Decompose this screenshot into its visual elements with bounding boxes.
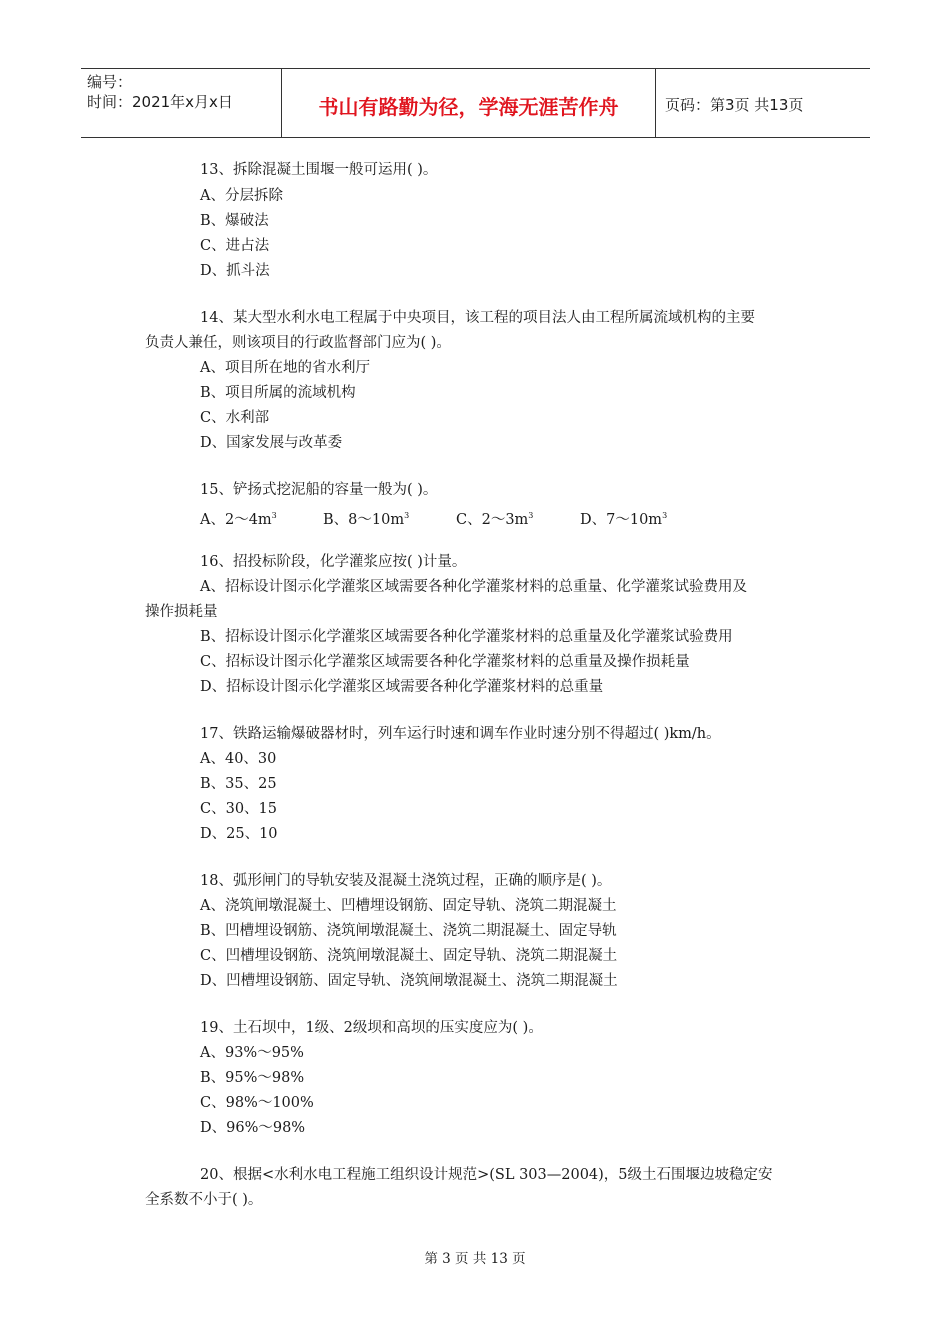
question-option: A、浇筑闸墩混凝土、凹槽埋设钢筋、固定导轨、浇筑二期混凝土 (200, 898, 617, 914)
question-stem: 14、某大型水利水电工程属于中央项目，该工程的项目法人由工程所属流域机构的主要 (200, 310, 755, 326)
option-text: B、8～10m (323, 512, 405, 528)
question-option: B、95%～98% (200, 1070, 305, 1086)
question-option: C、水利部 (200, 410, 270, 426)
question-option: C、30、15 (200, 801, 277, 817)
question-stem: 19、土石坝中，1级、2级坝和高坝的压实度应为( )。 (200, 1020, 543, 1036)
option-superscript: 3 (528, 511, 534, 520)
question-option (323, 507, 409, 529)
question-option: D、国家发展与改革委 (200, 435, 343, 451)
page-footer: 第 3 页 共 13 页 (424, 1251, 526, 1267)
question-option: D、招标设计图示化学灌浆区域需要各种化学灌浆材料的总重量 (200, 679, 604, 695)
option-text: A、2～4m (200, 512, 272, 528)
code-label: 编号： (87, 73, 133, 91)
question-option: A、项目所在地的省水利厅 (200, 360, 370, 376)
question-option (456, 507, 533, 529)
question-option: B、凹槽埋设钢筋、浇筑闸墩混凝土、浇筑二期混凝土、固定导轨 (200, 923, 617, 939)
question-stem: 负责人兼任，则该项目的行政监督部门应为( )。 (145, 335, 451, 351)
option-superscript: 3 (271, 511, 277, 520)
question-option: B、项目所属的流域机构 (200, 385, 356, 401)
option-text: C、2～3m (456, 512, 529, 528)
option-superscript: 3 (662, 511, 668, 520)
question-option: D、96%～98% (200, 1120, 306, 1136)
question-option: A、招标设计图示化学灌浆区域需要各种化学灌浆材料的总重量、化学灌浆试验费用及 (200, 579, 747, 595)
question-option: D、抓斗法 (200, 263, 270, 279)
header-divider (655, 69, 656, 137)
question-option: C、招标设计图示化学灌浆区域需要各种化学灌浆材料的总重量及操作损耗量 (200, 654, 690, 670)
question-stem: 18、弧形闸门的导轨安装及混凝土浇筑过程，正确的顺序是( )。 (200, 873, 612, 889)
option-text: D、7～10m (580, 512, 663, 528)
question-option: C、凹槽埋设钢筋、浇筑闸墩混凝土、固定导轨、浇筑二期混凝土 (200, 948, 618, 964)
question-stem: 13、拆除混凝土围堰一般可运用( )。 (200, 162, 438, 178)
question-option: A、分层拆除 (200, 188, 283, 204)
document-header (81, 68, 870, 138)
question-option: 操作损耗量 (145, 604, 218, 620)
question-option: A、93%～95% (200, 1045, 304, 1061)
question-option: B、35、25 (200, 776, 277, 792)
question-stem: 15、铲扬式挖泥船的容量一般为( )。 (200, 482, 438, 498)
question-option: C、进占法 (200, 238, 270, 254)
question-stem: 全系数不小于( )。 (145, 1192, 263, 1208)
question-option: D、25、10 (200, 826, 278, 842)
question-stem: 20、根据<水利水电工程施工组织设计规范>(SL 303—2004)，5级土石围堰边坡稳定安 (200, 1167, 773, 1183)
header-motto: 书山有路勤为径，学海无涯苦作舟 (318, 95, 619, 119)
question-option (580, 507, 667, 529)
header-meta-cell (81, 69, 281, 137)
question-option: B、招标设计图示化学灌浆区域需要各种化学灌浆材料的总重量及化学灌浆试验费用 (200, 629, 733, 645)
question-option: A、40、30 (200, 751, 277, 767)
date-label: 时间：2021年x月x日 (87, 93, 233, 111)
question-option: B、爆破法 (200, 213, 269, 229)
question-stem: 17、铁路运输爆破器材时，列车运行时速和调车作业时速分别不得超过( )km/h。 (200, 726, 721, 742)
question-stem: 16、招投标阶段，化学灌浆应按( )计量。 (200, 554, 467, 570)
question-option: C、98%～100% (200, 1095, 314, 1111)
option-superscript: 3 (404, 511, 410, 520)
question-option (200, 507, 277, 529)
question-option: D、凹槽埋设钢筋、固定导轨、浇筑闸墩混凝土、浇筑二期混凝土 (200, 973, 618, 989)
header-page-info: 页码：第3页 共13页 (665, 96, 804, 114)
